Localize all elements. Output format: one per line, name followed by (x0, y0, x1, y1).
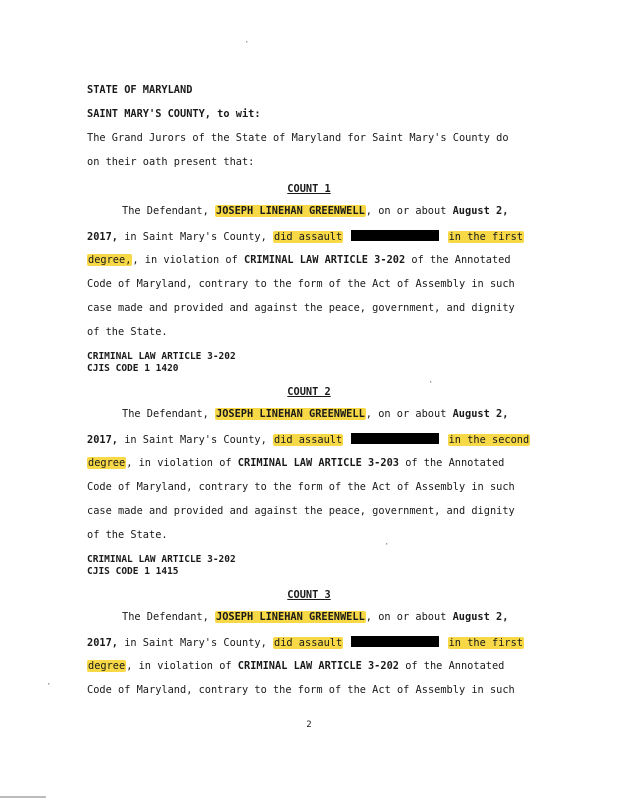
count-2-title: COUNT 2 (287, 386, 331, 398)
count-2-line-1: The Defendant, JOSEPH LINEHAN GREENWELL, on or about August 2, (122, 408, 509, 420)
count-3-line-4: Code of Maryland, contrary to the form of the Act of Assembly in such (87, 684, 515, 696)
scan-speck: · (384, 540, 390, 550)
count-2-line-3: degree, in violation of CRIMINAL LAW ARTICLE 3-203 of the Annotated (88, 457, 505, 469)
count-1-line-6: of the State. (87, 326, 168, 338)
county-heading: SAINT MARY'S COUNTY, to wit: (87, 108, 261, 120)
count-1-line-3: degree,, in violation of CRIMINAL LAW ARTICLE 3-202 of the Annotated (88, 254, 511, 266)
count-1-article: CRIMINAL LAW ARTICLE 3-202 (87, 351, 236, 362)
count-1-line-5: case made and provided and against the peace, government, and dignity (87, 302, 515, 314)
count-1-cjis: CJIS CODE 1 1420 (87, 363, 179, 374)
scan-speck: · (46, 680, 52, 690)
intro-line-1: The Grand Jurors of the State of Maryland for Saint Mary's County do (87, 132, 509, 144)
count-1-line-2: 2017, in Saint Mary's County, did assault in the first (87, 231, 524, 243)
page-number: 2 (306, 720, 312, 730)
count-3-line-2: 2017, in Saint Mary's County, did assault in the first (87, 637, 524, 649)
count-2-line-5: case made and provided and against the peace, government, and dignity (87, 505, 515, 517)
count-2-line-4: Code of Maryland, contrary to the form of the Act of Assembly in such (87, 481, 515, 493)
redaction-block (351, 636, 439, 647)
count-3-line-1: The Defendant, JOSEPH LINEHAN GREENWELL, on or about August 2, (122, 611, 509, 623)
intro-line-2: on their oath present that: (87, 156, 255, 168)
redaction-block (351, 230, 439, 241)
redaction-block (351, 433, 439, 444)
count-2-article: CRIMINAL LAW ARTICLE 3-202 (87, 554, 236, 565)
count-1-title: COUNT 1 (287, 183, 331, 195)
defendant-name: JOSEPH LINEHAN GREENWELL (216, 408, 365, 420)
defendant-name: JOSEPH LINEHAN GREENWELL (216, 611, 365, 623)
count-2-line-6: of the State. (87, 529, 168, 541)
count-2-cjis: CJIS CODE 1 1415 (87, 566, 179, 577)
count-2-line-2: 2017, in Saint Mary's County, did assault in the second (87, 434, 530, 446)
scan-edge-mark (0, 796, 46, 798)
state-heading: STATE OF MARYLAND (87, 84, 193, 96)
count-3-title: COUNT 3 (287, 589, 331, 601)
scan-speck: · (244, 38, 250, 48)
defendant-name: JOSEPH LINEHAN GREENWELL (216, 205, 365, 217)
count-1-line-1: The Defendant, JOSEPH LINEHAN GREENWELL, on or about August 2, (122, 205, 509, 217)
scan-speck: · (428, 378, 434, 388)
count-1-line-4: Code of Maryland, contrary to the form of the Act of Assembly in such (87, 278, 515, 290)
count-3-line-3: degree, in violation of CRIMINAL LAW ARTICLE 3-202 of the Annotated (88, 660, 505, 672)
